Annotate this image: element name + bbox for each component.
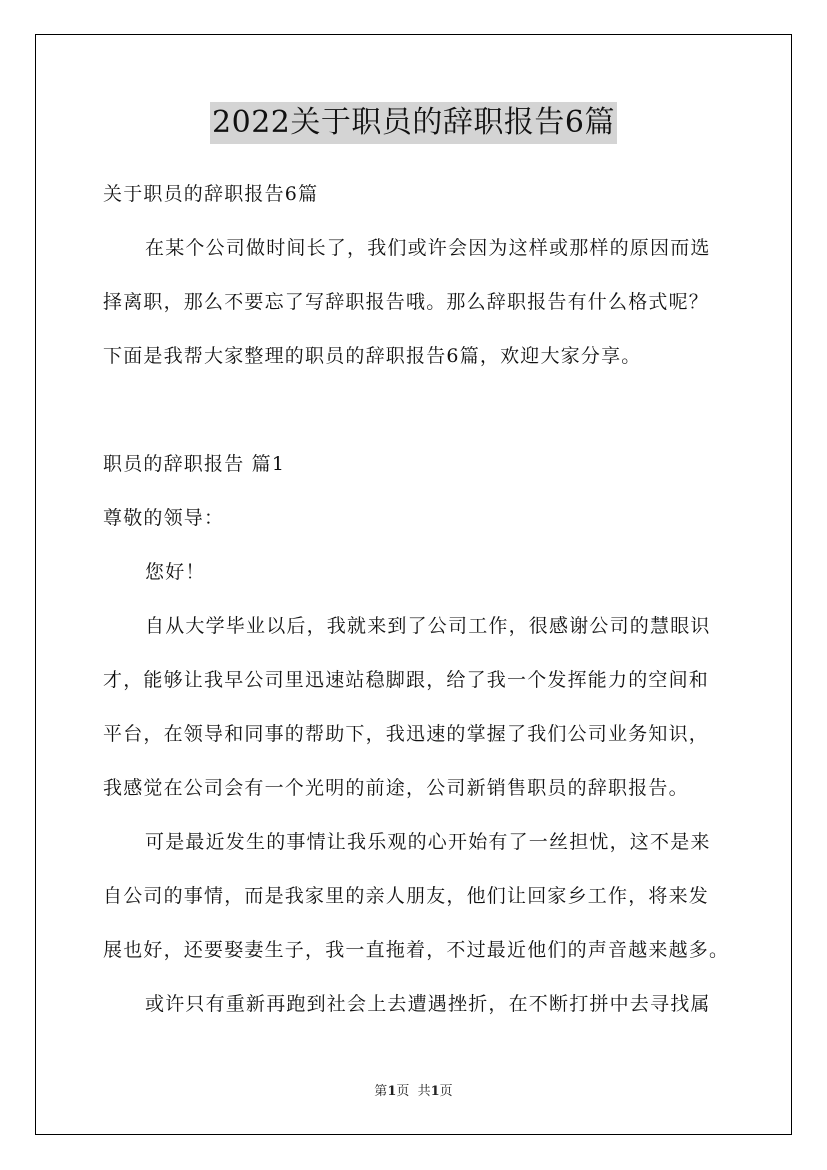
intro-line-2: 择离职，那么不要忘了写辞职报告哦。那么辞职报告有什么格式呢？ [103, 291, 710, 313]
paragraph2-line-2: 自公司的事情，而是我家里的亲人朋友，他们让回家乡工作，将来发 [103, 885, 710, 907]
footer-total-pages: 1 [430, 1084, 440, 1099]
section-heading: 职员的辞职报告 篇1 [103, 453, 286, 475]
paragraph1-line-3: 平台，在领导和同事的帮助下，我迅速的掌握了我们公司业务知识， [103, 723, 710, 745]
paragraph1-line-4: 我感觉在公司会有一个光明的前途，公司新销售职员的辞职报告。 [103, 777, 689, 799]
document-title: 2022关于职员的辞职报告6篇 [210, 102, 617, 144]
page-footer [0, 1083, 827, 1101]
paragraph3-line-1: 或许只有重新再跑到社会上去遭遇挫折，在不断打拼中去寻找属 [145, 993, 711, 1015]
salutation: 尊敬的领导： [103, 507, 225, 529]
greeting: 您好！ [145, 561, 206, 583]
footer-middle: 页 共 [396, 1084, 431, 1099]
intro-line-1: 在某个公司做时间长了，我们或许会因为这样或那样的原因而选 [145, 237, 711, 259]
footer-page-number: 1 [387, 1084, 397, 1099]
subtitle: 关于职员的辞职报告6篇 [103, 183, 319, 205]
intro-line-3: 下面是我帮大家整理的职员的辞职报告6篇，欢迎大家分享。 [103, 345, 642, 367]
paragraph1-line-1: 自从大学毕业以后，我就来到了公司工作，很感谢公司的慧眼识 [145, 615, 711, 637]
paragraph2-line-3: 展也好，还要娶妻生子，我一直拖着，不过最近他们的声音越来越多。 [103, 939, 730, 961]
paragraph1-line-2: 才，能够让我早公司里迅速站稳脚跟，给了我一个发挥能力的空间和 [103, 669, 710, 691]
footer-prefix: 第 [374, 1084, 388, 1099]
footer-suffix: 页 [439, 1084, 453, 1099]
title-container [0, 102, 827, 144]
paragraph2-line-1: 可是最近发生的事情让我乐观的心开始有了一丝担忧，这不是来 [145, 831, 711, 853]
